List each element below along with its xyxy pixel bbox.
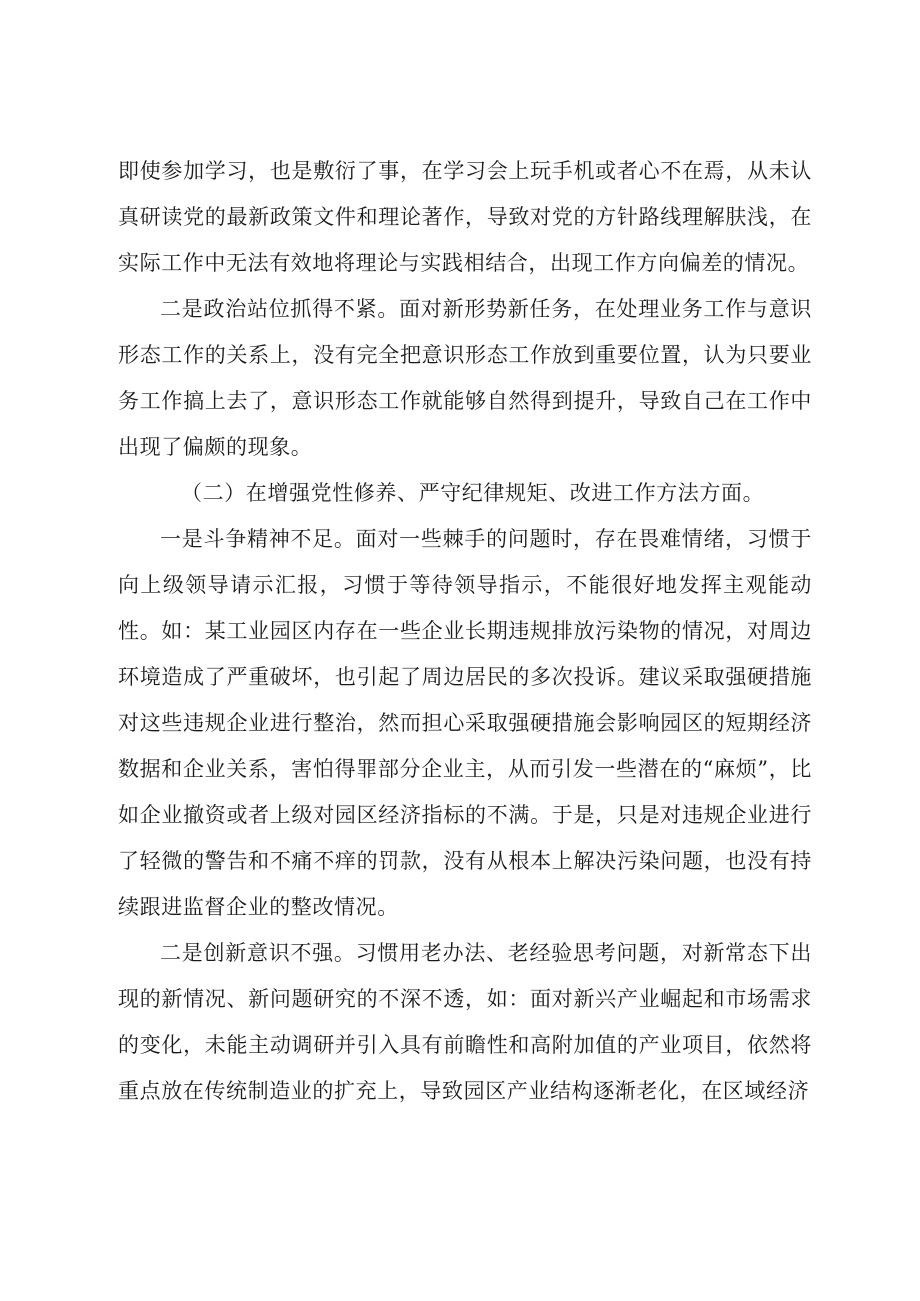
section-heading: （二）在增强党性修养、严守纪律规矩、改进工作方法方面。 [181,481,765,505]
paragraph-innovation: 二是创新意识不强。习惯用老办法、老经验思考问题，对新常态下出现的新情况、新问题研究的不深不透，如：面对新兴产业崛起和市场需求的变化，未能主动调研并引入具有前瞻性和高附加值的产业项目，依然将重点放在传统制造业的扩充上，导致园区产业结构逐渐老化，在区域经济 [118,941,812,1103]
paragraph-political-stance: 二是政治站位抓得不紧。面对新形势新任务，在处理业务工作与意识形态工作的关系上，没有完全把意识形态工作放到重要位置，认为只要业务工作搞上去了，意识形态工作就能够自然得到提升，导致自己在工作中出现了偏颇的现象。 [118,297,812,459]
paragraph-continuation: 即使参加学习，也是敷衍了事，在学习会上玩手机或者心不在焉，从未认真研读党的最新政策文件和理论著作，导致对党的方针路线理解肤浅，在实际工作中无法有效地将理论与实践相结合，出现工作方向偏差的情况。 [118,159,812,275]
paragraph-fighting-spirit: 一是斗争精神不足。面对一些棘手的问题时，存在畏难情绪，习惯于向上级领导请示汇报，习惯于等待领导指示，不能很好地发挥主观能动性。如：某工业园区内存在一些企业长期违规排放污染物的情况，对周边环境造成了严重破坏，也引起了周边居民的多次投诉。建议采取强硬措施对这些违规企业进行整治，然而担心采取强硬措施会影响园区的短期经济数据和企业关系，害怕得罪部分企业主，从而引发一些潜在的“麻烦”，比如企业撤资或者上级对园区经济指标的不满。于是，只是对违规企业进行了轻微的警告和不痛不痒的罚款，没有从根本上解决污染问题，也没有持续跟进监督企业的整改情况。 [118,527,812,919]
document-body [118,148,812,1114]
